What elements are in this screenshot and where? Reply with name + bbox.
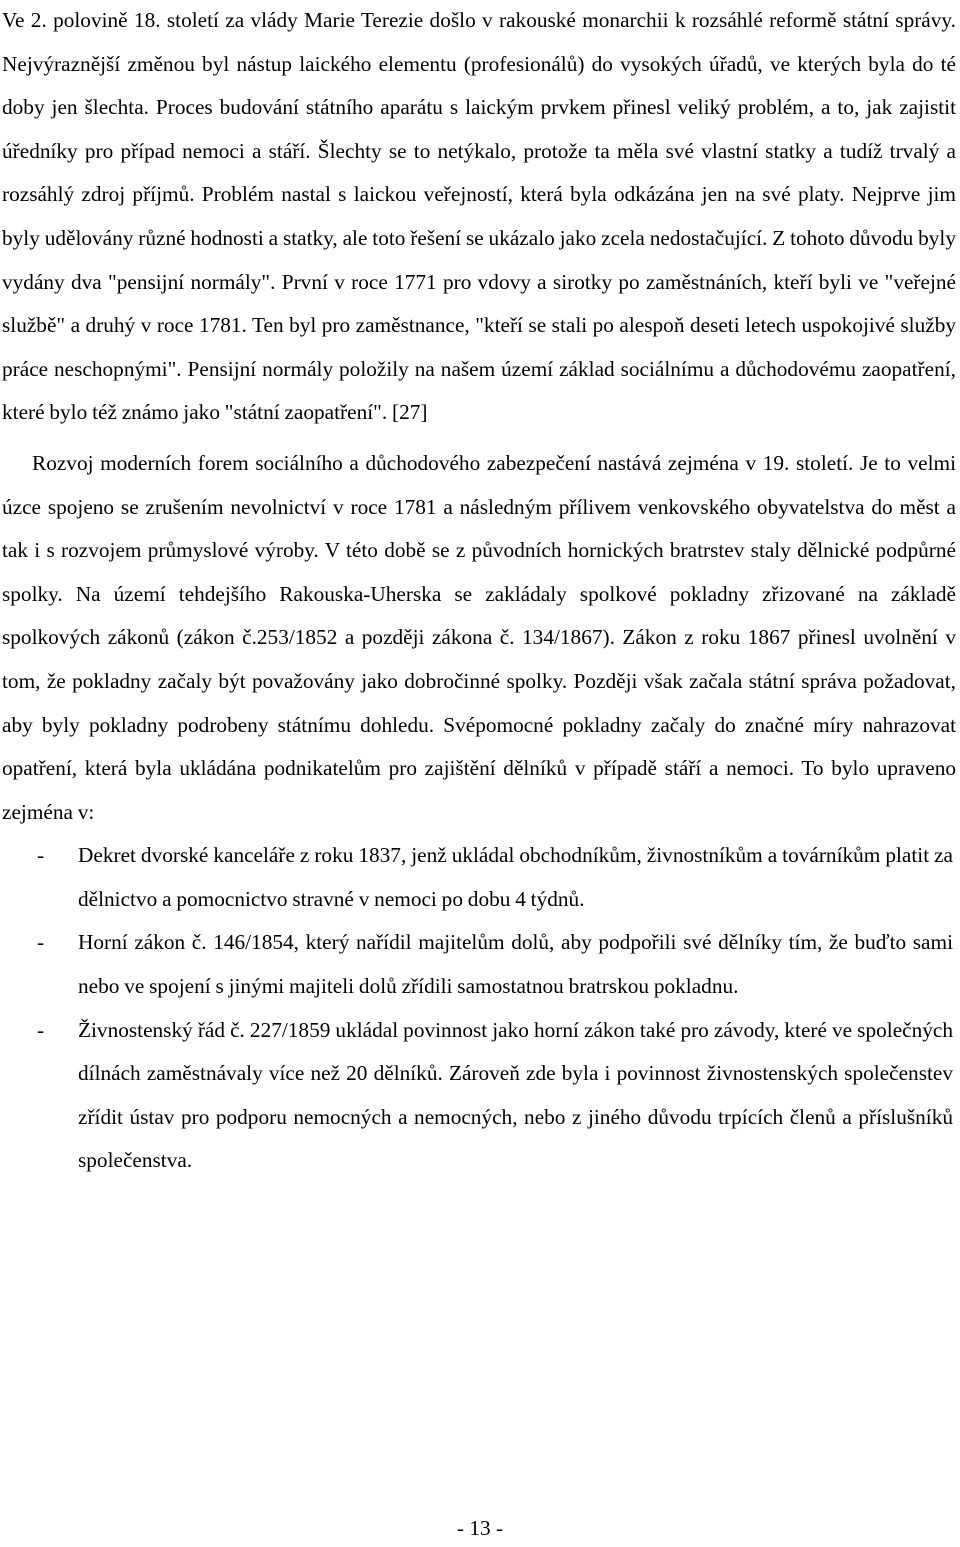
document-page [2, 0, 956, 1183]
list-item [2, 1009, 953, 1183]
paragraph-pension-norms: Ve 2. polovině 18. století za vlády Marie Terezie došlo v rakouské monarchii k rozsáhlé reformě státní správy. Nejvýraznější změnou byl nástup laického elementu (profesionálů) do vysokých úřadů, ve kterých byla do té doby jen šlechta. Proces budování státního aparátu s laickým prvkem přinesl veliký problém, a to, jak zajistit úředníky pro případ nemoci a stáří. Šlechty se to netýkalo, protože ta měla své vlastní statky a tudíž trvalý a rozsáhlý zdroj příjmů. Problém nastal s laickou veřejností, která byla odkázána jen na své platy. Nejprve jim byly udělovány různé hodnosti a statky, ale toto řešení se ukázalo jako zcela nedostačující. Z tohoto důvodu byly vydány dva "pensijní normály". První v roce 1771 pro vdovy a sirotky po zaměstnáních, kteří byli ve "veřejné službě" a druhý v roce 1781. Ten byl pro zaměstnance, "kteří se stali po alespoň deseti letech uspokojivé služby práce neschopnými". Pensijní normály položily na našem území základ sociálnímu a důchodovému zaopatření, které bylo též známo jako "státní zaopatření". [27] [2, 8, 956, 425]
list-bullet: - [37, 1017, 45, 1042]
list-item-text: Horní zákon č. 146/1854, který nařídil majitelům dolů, aby podpořili své dělníky tím, že buďto sami nebo ve spojení s jinými majiteli dolů zřídili samostatnou bratrskou pokladnu. [78, 930, 953, 999]
paragraph-modern-insurance: Rozvoj moderních forem sociálního a důchodového zabezpečení nastává zejména v 19. století. Je to velmi úzce spojeno se zrušením nevolnictví v roce 1781 a následným přílivem venkovského obyvatelstva do měst a tak i s rozvojem průmyslové výroby. V této době se z původních hornických bratrstev staly dělnické podpůrné spolky. Na území tehdejšího Rakouska-Uherska se zakládaly spolkové pokladny zřizované na základě spolkových zákonů (zákon č.253/1852 a později zákona č. 134/1867). Zákon z roku 1867 přinesl uvolnění v tom, že pokladny začaly být považovány jako dobročinné spolky. Později však začala státní správa požadovat, aby byly pokladny podrobeny státnímu dohledu. Svépomocné pokladny začaly do značné míry nahrazovat opatření, která byla ukládána podnikatelům pro zajištění dělníků v případě stáří a nemoci. To bylo upraveno zejména v: [2, 450, 956, 824]
list-item-text: Živnostenský řád č. 227/1859 ukládal povinnost jako horní zákon také pro závody, které ve společných dílnách zaměstnávaly více než 20 dělníků. Zároveň zde byla i povinnost živnostenských společenstev zřídit ústav pro podporu nemocných a nemocných, nebo z jiného důvodu trpících členů a příslušníků společenstva. [78, 1017, 953, 1173]
page-number: - 13 - [456, 1516, 504, 1540]
list-item-text: Dekret dvorské kanceláře z roku 1837, jenž ukládal obchodníkům, živnostníkům a továrníkům platit za dělnictvo a pomocnictvo stravné v nemoci po dobu 4 týdnů. [78, 843, 953, 911]
list-bullet: - [37, 843, 45, 868]
list-item [2, 921, 953, 1008]
list-bullet: - [37, 930, 45, 955]
regulations-list [2, 834, 956, 1183]
list-item [2, 834, 953, 921]
